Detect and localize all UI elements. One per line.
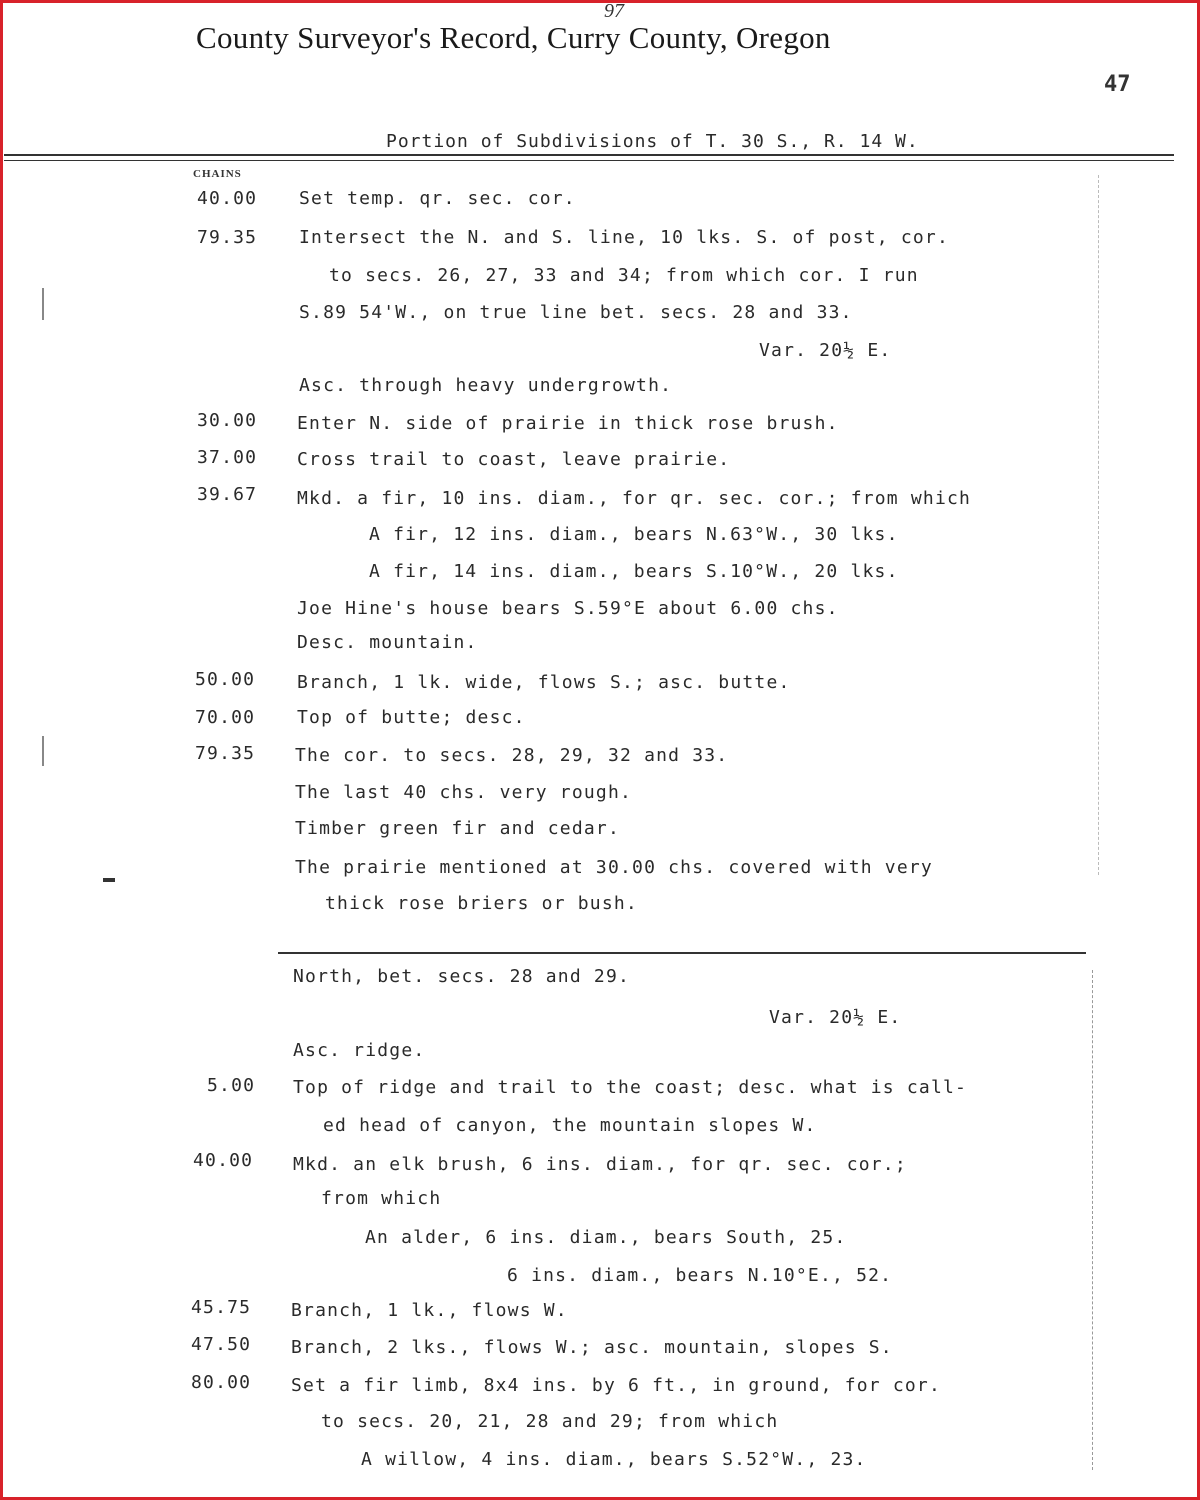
record-line: Enter N. side of prairie in thick rose brush. [297,413,839,434]
margin-line [1098,175,1099,875]
chain-value: 47.50 [191,1334,252,1355]
record-line: Desc. mountain. [297,632,478,653]
chain-value: 45.75 [191,1297,252,1318]
chain-value: 50.00 [195,669,256,690]
record-line: Top of ridge and trail to the coast; desc. what is call- [293,1077,968,1098]
chain-value: 40.00 [193,1150,254,1171]
record-line: 6 ins. diam., bears N.10°E., 52. [507,1265,893,1286]
chains-column-header: CHAINS [193,168,242,180]
variation-note: Var. 20½ E. [769,1007,902,1028]
chain-value: 70.00 [195,707,256,728]
record-line: thick rose briers or bush. [325,893,638,914]
record-line: Asc. ridge. [293,1040,426,1061]
record-line: to secs. 26, 27, 33 and 34; from which cor. I run [329,265,919,286]
record-line: The cor. to secs. 28, 29, 32 and 33. [295,745,729,766]
chain-value: 79.35 [195,743,256,764]
chain-value: 30.00 [197,410,258,431]
handwritten-page-number: 97 [604,0,624,22]
record-line: Mkd. a fir, 10 ins. diam., for qr. sec. cor.; from which [297,488,972,509]
chain-value: 79.35 [197,227,258,248]
record-line: to secs. 20, 21, 28 and 29; from which [321,1411,779,1432]
record-line: ed head of canyon, the mountain slopes W. [323,1115,817,1136]
scan-mark [103,878,115,882]
scan-mark [42,288,44,320]
header-rule-thin [4,160,1174,161]
chain-value: 37.00 [197,447,258,468]
record-line: Intersect the N. and S. line, 10 lks. S. of post, cor. [299,227,949,248]
record-line: Asc. through heavy undergrowth. [299,375,673,396]
record-line: Branch, 1 lk. wide, flows S.; asc. butte. [297,672,791,693]
record-line: Top of butte; desc. [297,707,526,728]
record-line: A fir, 14 ins. diam., bears S.10°W., 20 lks. [369,561,899,582]
header-rule [4,154,1174,156]
record-line: A willow, 4 ins. diam., bears S.52°W., 23. [361,1449,867,1470]
record-line: Set temp. qr. sec. cor. [299,188,576,209]
record-line: The prairie mentioned at 30.00 chs. covered with very [295,857,933,878]
record-line: from which [321,1188,442,1209]
record-line: Branch, 1 lk., flows W. [291,1300,568,1321]
record-line: Joe Hine's house bears S.59°E about 6.00 chs. [297,598,839,619]
variation-note: Var. 20½ E. [759,340,892,361]
document-title: County Surveyor's Record, Curry County, Oregon [196,20,831,55]
section-divider [278,952,1086,954]
document-subtitle: Portion of Subdivisions of T. 30 S., R. 14 W. [386,131,919,152]
chain-value: 5.00 [207,1075,256,1096]
record-line: S.89 54'W., on true line bet. secs. 28 and 33. [299,302,853,323]
record-line: Timber green fir and cedar. [295,818,620,839]
margin-line [1092,970,1093,1470]
record-line: Set a fir limb, 8x4 ins. by 6 ft., in ground, for cor. [291,1375,941,1396]
record-line: An alder, 6 ins. diam., bears South, 25. [365,1227,847,1248]
scan-mark [42,736,44,766]
record-line: A fir, 12 ins. diam., bears N.63°W., 30 lks. [369,524,899,545]
chain-value: 39.67 [197,484,258,505]
chain-value: 80.00 [191,1372,252,1393]
record-line: North, bet. secs. 28 and 29. [293,966,631,987]
page-number: 47 [1104,72,1131,97]
record-line: Cross trail to coast, leave prairie. [297,449,731,470]
record-line: The last 40 chs. very rough. [295,782,633,803]
chain-value: 40.00 [197,188,258,209]
record-line: Mkd. an elk brush, 6 ins. diam., for qr. sec. cor.; [293,1154,907,1175]
record-line: Branch, 2 lks., flows W.; asc. mountain, slopes S. [291,1337,893,1358]
